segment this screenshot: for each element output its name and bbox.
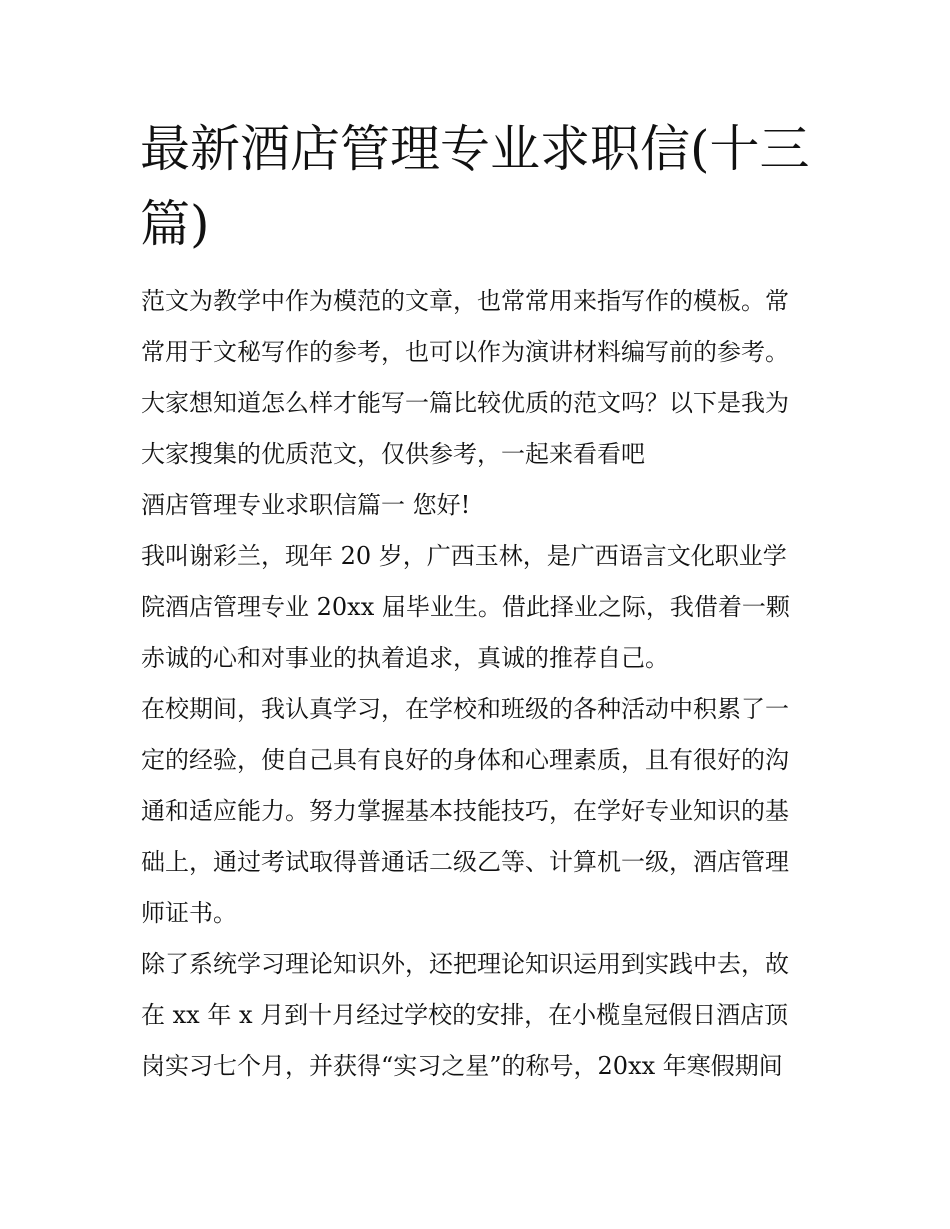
title-line: 篇) — [140, 195, 210, 253]
body-line: 大家搜集的优质范文，仅供参考，一起来看看吧 — [141, 440, 645, 468]
body-line: 通和适应能力。努力掌握基本技能技巧，在学好专业知识的基 — [141, 797, 789, 825]
body-line: 除了系统学习理论知识外，还把理论知识运用到实践中去，故 — [141, 950, 789, 978]
body-line: 范文为教学中作为模范的文章，也常常用来指写作的模板。常 — [141, 287, 789, 315]
document-body — [141, 276, 821, 1092]
body-line: 院酒店管理专业 20xx 届毕业生。借此择业之际，我借着一颗 — [141, 593, 790, 621]
body-line: 大家想知道怎么样才能写一篇比较优质的范文吗？以下是我为 — [141, 389, 789, 417]
document-title — [140, 112, 830, 262]
section-heading-line: 酒店管理专业求职信篇一 您好! — [141, 491, 471, 519]
body-line: 师证书。 — [141, 899, 237, 927]
body-line: 在校期间，我认真学习，在学校和班级的各种活动中积累了一 — [141, 695, 789, 723]
body-line: 定的经验，使自己具有良好的身体和心理素质，且有很好的沟 — [141, 746, 789, 774]
body-line: 常用于文秘写作的参考，也可以作为演讲材料编写前的参考。 — [141, 338, 789, 366]
body-line: 在 xx 年 x 月到十月经过学校的安排，在小榄皇冠假日酒店顶 — [141, 1001, 789, 1029]
body-line: 赤诚的心和对事业的执着追求，真诚的推荐自己。 — [141, 644, 669, 672]
body-line: 础上，通过考试取得普通话二级乙等、计算机一级，酒店管理 — [141, 848, 789, 876]
body-line: 岗实习七个月，并获得“实习之星”的称号，20xx 年寒假期间 — [141, 1052, 783, 1080]
body-line: 我叫谢彩兰，现年 20 岁，广西玉林，是广西语言文化职业学 — [141, 542, 787, 570]
title-line: 最新酒店管理专业求职信(十三 — [140, 120, 810, 178]
